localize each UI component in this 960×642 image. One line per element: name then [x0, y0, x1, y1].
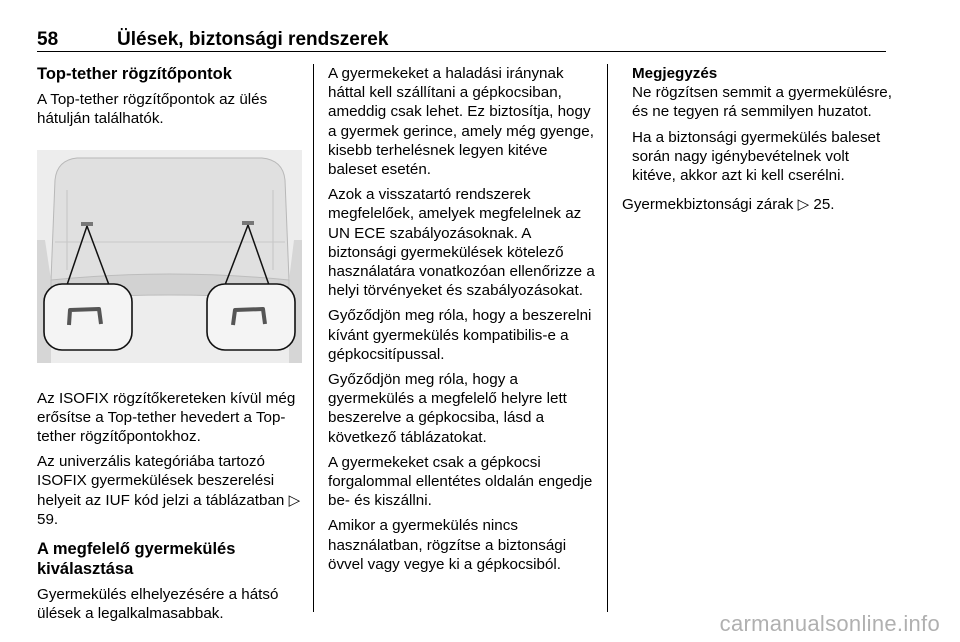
note-paragraph: Ha a biztonsági gyermekülés baleset során nagy igénybevételnek volt kitéve, akkor azt ki kell cserélni.	[632, 128, 881, 185]
note-box	[622, 64, 892, 185]
paragraph: A Top-tether rögzítőpontok az ülés hátulján találhatók.	[37, 91, 268, 128]
page-ref-link[interactable]: 25.	[813, 196, 835, 214]
page-ref-link[interactable]: 59.	[37, 510, 59, 528]
paragraph: Győződjön meg róla, hogy a gyermekülés a megfelelő helyre lett beszerelve a gépkocsiba, lásd a következő táblázatokat.	[328, 371, 567, 446]
paragraph: Az ISOFIX rögzítőkereteken kívül még erősítse a Top-tether hevedert a Top-tether rögzítőpontokhoz.	[37, 389, 296, 446]
column-3	[622, 64, 892, 220]
column-divider	[607, 64, 608, 612]
note-title: Megjegyzés	[632, 65, 718, 82]
watermark: carmanualsonline.info	[719, 611, 940, 636]
paragraph: Gyermekbiztonsági zárak ▷ 25.	[622, 196, 835, 214]
paragraph: Amikor a gyermekülés nincs használatban, rögzítse a biztonsági övvel vagy vegye ki a gépkocsiból.	[328, 517, 567, 573]
top-tether-illustration	[37, 150, 302, 363]
paragraph: A gyermekeket a haladási iránynak háttal kell szállítani a gépkocsiban, ameddig csak lehet. Ez biztosítja, hogy a gyermek gerince, amely még gyenge, kisebb terhelésnek legyen kitéve baleset esetén.	[328, 65, 594, 179]
paragraph: Azok a visszatartó rendszerek megfelelőek, amelyek megfelelnek az UN ECE szabályozásoknak. A biztonsági gyermekülések kötelező használatára vonatkozóan ellenőrizze a helyi törvényeket és szabályozásokat.	[328, 186, 595, 300]
chapter-title: Ülések, biztonsági rendszerek	[117, 29, 389, 50]
section-heading-top-tether: Top-tether rögzítőpontok	[37, 65, 232, 83]
column-2	[328, 64, 596, 580]
paragraph: A gyermekeket csak a gépkocsi forgalommal ellentétes oldalán engedje be- és kiszállni.	[328, 453, 593, 510]
paragraph: Az univerzális kategóriába tartozó ISOFIX gyermekülések beszerelési helyeit az IUF kód jelzi a táblázatban ▷ 59.	[37, 453, 301, 528]
page-number: 58	[37, 29, 59, 50]
paragraph: Győződjön meg róla, hogy a beszerelni kívánt gyermekülés kompatibilis-e a gépkocsitípussal.	[328, 307, 592, 363]
column-divider	[313, 64, 314, 612]
section-heading-choose-seat: A megfelelő gyermekülés kiválasztása	[37, 540, 236, 579]
note-paragraph: Ne rögzítsen semmit a gyermekülésre, és ne tegyen rá semmilyen huzatot.	[632, 84, 892, 121]
page-header	[37, 29, 886, 52]
page-ref-icon: ▷	[288, 491, 301, 509]
column-1	[37, 64, 302, 629]
page-ref-icon: ▷	[797, 196, 810, 214]
paragraph: Gyermekülés elhelyezésére a hátsó ülések a legalkalmasabbak.	[37, 586, 279, 623]
